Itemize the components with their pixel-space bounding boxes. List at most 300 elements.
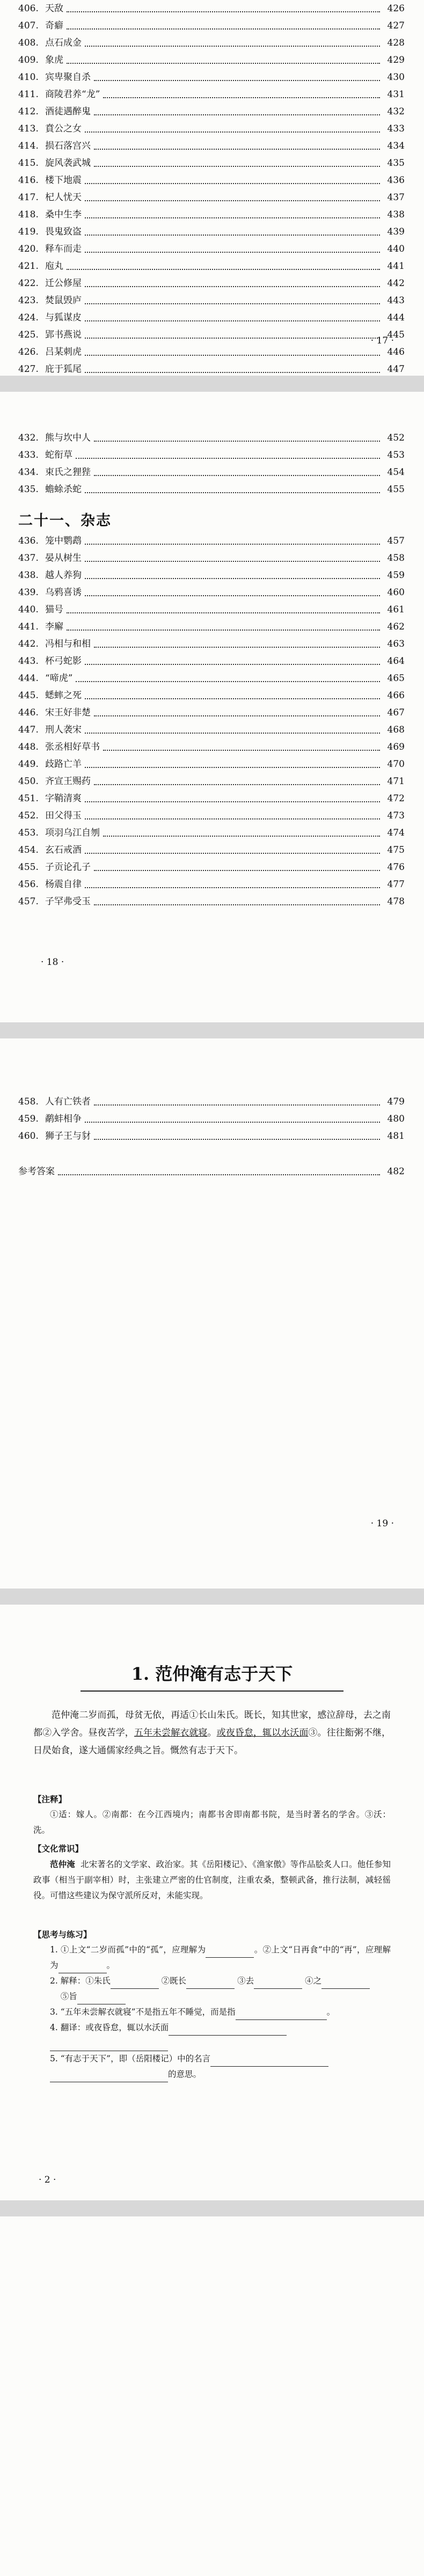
entry-title: 点石成金 [45, 38, 82, 48]
toc-entry[interactable] [18, 687, 405, 704]
entry-page: 437 [387, 192, 405, 203]
page-folio: · 19 · [370, 1518, 394, 1529]
toc-list [18, 429, 405, 498]
entry-number: 409. [18, 55, 39, 65]
entry-page: 446 [387, 347, 405, 357]
entry-title: 杯弓蛇影 [45, 656, 82, 667]
entry-number: 422. [18, 278, 39, 289]
dot-leader [85, 45, 380, 47]
toc-entry[interactable] [18, 120, 405, 137]
entry-title: 李廨 [45, 621, 63, 632]
entry-title: 齐宣王赐药 [45, 776, 91, 787]
entry-title: 越人养狗 [45, 570, 82, 581]
entry-number: 424. [18, 312, 39, 323]
entry-page: 470 [387, 759, 405, 770]
culture-block [33, 1841, 391, 1904]
toc-entry[interactable] [18, 240, 405, 258]
entry-number: 416. [18, 175, 39, 186]
entry-title: 歧路亡羊 [45, 759, 82, 770]
entry-page: 434 [387, 141, 405, 151]
toc-entry[interactable] [18, 1128, 405, 1145]
toc-entry[interactable] [18, 704, 405, 721]
question-text: 1. ①上文“二岁而孤”中的“孤”，应理解为 [50, 1945, 206, 1955]
dot-leader [67, 629, 380, 631]
entry-title: 损石落宫兴 [45, 141, 91, 151]
question-3: 3. “五年未尝解衣就寝”不是指五年不睡觉，而是指 。 [33, 2004, 391, 2020]
entry-page: 472 [387, 793, 405, 804]
entry-number: 441. [18, 621, 39, 632]
dot-leader [85, 732, 380, 734]
entry-number: 436. [18, 536, 39, 546]
entry-title: 字鞘清爽 [45, 793, 82, 804]
entry-page: 461 [387, 604, 405, 615]
entry-page: 481 [387, 1131, 405, 1141]
entry-title: 项羽乌江自刎 [45, 828, 100, 838]
dot-leader [94, 646, 380, 648]
entry-number: 459. [18, 1114, 39, 1124]
entry-number: 415. [18, 158, 39, 169]
entry-page: 466 [387, 690, 405, 701]
entry-number: 438. [18, 570, 39, 581]
dot-leader [103, 835, 380, 837]
entry-page: 440 [387, 244, 405, 254]
toc-entry[interactable] [18, 103, 405, 120]
toc-entry[interactable] [18, 361, 405, 376]
entry-title: 旋风袭武城 [45, 158, 91, 169]
toc-entry[interactable] [18, 343, 405, 361]
culture-heading: 【文化常识】 [33, 1843, 84, 1854]
entry-page: 457 [387, 536, 405, 546]
story-text: ③。往往餰粥不继，日昃始食，遂大通儒家经典之旨。慨然有志于天下。 [33, 1728, 391, 1756]
entry-title: 宋王好非楚 [45, 707, 91, 718]
entry-number: 417. [18, 192, 39, 203]
entry-number: 439. [18, 587, 39, 598]
entry-page: 436 [387, 175, 405, 186]
entry-number: 423. [18, 295, 39, 306]
dot-leader [85, 595, 380, 596]
entry-title: 熊与坎中人 [45, 433, 91, 443]
entry-page: 428 [387, 38, 405, 48]
notes-heading: 【注释】 [33, 1794, 67, 1804]
entry-number: 433. [18, 450, 39, 460]
toc-page-18 [0, 392, 424, 1022]
page-gap [0, 1022, 424, 1038]
entry-title: 蟾蜍杀蛇 [45, 484, 82, 495]
answer-blank[interactable] [236, 2010, 327, 2020]
toc-list [18, 532, 405, 910]
entry-page: 444 [387, 312, 405, 323]
dot-leader [94, 79, 380, 81]
entry-title: 奇癖 [45, 20, 63, 31]
entry-page: 465 [387, 673, 405, 684]
dot-leader [85, 801, 380, 802]
question-text: 3. “五年未尝解衣就寝”不是指五年不睡觉，而是指 [50, 2007, 236, 2017]
entry-number: 449. [18, 759, 39, 770]
entry-page: 432 [387, 106, 405, 117]
story-text: 。 [207, 1728, 217, 1738]
entry-page: 476 [387, 862, 405, 873]
entry-page: 462 [387, 621, 405, 632]
toc-entry[interactable] [18, 893, 405, 910]
entry-title: 杨震自律 [45, 879, 82, 890]
entry-page: 482 [387, 1166, 405, 1177]
story-text: 范仲淹二岁而孤，母贫无依，再适①长山朱氏。既长，知其世家，感泣辞母，去之南都②入学舍。昼夜苦学， [33, 1710, 391, 1738]
toc-page-19 [0, 1038, 424, 1589]
toc-entry[interactable] [18, 738, 405, 756]
toc-entry[interactable] [18, 859, 405, 876]
dot-leader [94, 474, 380, 476]
toc-entry[interactable] [18, 309, 405, 326]
entry-title: 賁公之女 [45, 123, 82, 134]
toc-entry[interactable] [18, 52, 405, 69]
entry-title: 酒徒遇醉鬼 [45, 106, 91, 117]
entry-title: 鹬蚌相争 [45, 1114, 82, 1124]
entry-page: 445 [387, 330, 405, 340]
entry-title: 庇于狐尾 [45, 364, 82, 375]
entry-number: 413. [18, 123, 39, 134]
entry-number: 453. [18, 828, 39, 838]
entry-title: 子罕弗受玉 [45, 896, 91, 907]
dot-leader [85, 303, 380, 304]
entry-title: 张丞相好草书 [45, 742, 100, 752]
question-text: 5. “有志于天下”，即（岳阳楼记）中的名言 [50, 2054, 211, 2063]
toc-entry[interactable] [18, 137, 405, 155]
entry-number: 406. [18, 3, 39, 14]
entry-number: 445. [18, 690, 39, 701]
entry-page: 426 [387, 3, 405, 14]
entry-title: 猫号 [45, 604, 63, 615]
dot-leader [85, 131, 380, 133]
toc-entry[interactable] [18, 17, 405, 34]
toc-entry[interactable] [18, 876, 405, 893]
question-2 [33, 1973, 391, 2004]
entry-number: 443. [18, 656, 39, 667]
toc-entry[interactable] [18, 670, 405, 687]
dot-leader [85, 200, 380, 201]
dot-leader [85, 577, 380, 579]
dot-leader [85, 663, 380, 665]
entry-page: 454 [387, 467, 405, 478]
toc-entry[interactable] [18, 206, 405, 223]
toc-entry[interactable] [18, 618, 405, 635]
entry-number: 407. [18, 20, 39, 31]
entry-number: 419. [18, 226, 39, 237]
toc-entry[interactable] [18, 464, 405, 481]
entry-title: 蟋蟀之死 [45, 690, 82, 701]
toc-entry[interactable] [18, 841, 405, 859]
entry-title: 狮子王与豺 [45, 1131, 91, 1141]
entry-page: 459 [387, 570, 405, 581]
answers-entry [18, 1163, 405, 1180]
toc-entry[interactable] [18, 275, 405, 292]
dot-leader [85, 286, 380, 287]
entry-number: 455. [18, 862, 39, 873]
answer-blank[interactable] [50, 2041, 168, 2051]
answer-blank[interactable] [186, 1979, 235, 1989]
entry-title: 桑中生李 [45, 209, 82, 220]
dot-leader [76, 680, 380, 682]
answer-blank[interactable] [254, 1979, 302, 1989]
entry-title: 焚鼠毁庐 [45, 295, 82, 306]
entry-title: 子贡论孔子 [45, 862, 91, 873]
underlined-phrase: 五年未尝解衣就寝 [134, 1728, 208, 1738]
entry-number: 427. [18, 364, 39, 375]
entry-page: 443 [387, 295, 405, 306]
entry-number: 410. [18, 72, 39, 83]
entry-page: 464 [387, 656, 405, 667]
entry-title: 宾卑聚自杀 [45, 72, 91, 83]
dot-leader [94, 114, 380, 115]
answer-blank[interactable] [111, 1979, 159, 1989]
dot-leader [85, 182, 380, 184]
dot-leader [94, 440, 380, 442]
toc-entry[interactable] [18, 567, 405, 584]
toc-list [18, 0, 405, 376]
dot-leader [67, 11, 380, 12]
entry-number: 420. [18, 244, 39, 254]
page-gap [0, 2200, 424, 2216]
toc-entry[interactable] [18, 0, 405, 17]
entry-title: 庖丸 [45, 261, 63, 272]
entry-number: 425. [18, 330, 39, 340]
entry-title: 吕某刺虎 [45, 347, 82, 357]
entry-title: 冯相与和相 [45, 639, 91, 649]
toc-list [18, 1093, 405, 1145]
entry-number: 448. [18, 742, 39, 752]
entry-number: 437. [18, 553, 39, 564]
entry-number: 412. [18, 106, 39, 117]
entry-page: 430 [387, 72, 405, 83]
entry-title: 商陵君养“龙” [45, 89, 100, 100]
entry-title: 畏鬼致盗 [45, 226, 82, 237]
dot-leader [85, 320, 380, 321]
dot-leader [94, 1104, 380, 1106]
entry-title: 郢书燕说 [45, 330, 82, 340]
entry-title: 杞人忧天 [45, 192, 82, 203]
culture-text: 北宋著名的文学家、政治家。其《岳阳楼记》、《渔家傲》等作品脍炙人口。他任参知政事（相当于副宰相）时，主张建立严密的仕官制度，注重农桑，整顿武备，推行法制，减轻徭役。可惜这些建议为保守派所反对，未能实现。 [33, 1860, 391, 1900]
toc-entry[interactable] [18, 258, 405, 275]
culture-paragraph [33, 1856, 391, 1904]
answer-blank[interactable] [59, 1963, 107, 1973]
exercise-heading: 【思考与练习】 [33, 1929, 92, 1940]
entry-title: 田父得玉 [45, 810, 82, 821]
dot-leader [85, 560, 380, 562]
answer-blank[interactable] [77, 1994, 126, 2004]
entry-page: 442 [387, 278, 405, 289]
page-folio: · 18 · [41, 957, 64, 968]
dot-leader [85, 337, 380, 339]
entry-page: 453 [387, 450, 405, 460]
story-paragraph [33, 1707, 391, 1760]
toc-entry[interactable] [18, 429, 405, 447]
entry-title: 象虎 [45, 55, 63, 65]
entry-number: 447. [18, 724, 39, 735]
entry-page: 460 [387, 587, 405, 598]
dot-leader [103, 749, 380, 751]
toc-entry[interactable] [18, 756, 405, 773]
entry-number: 411. [18, 89, 39, 100]
dot-leader [85, 887, 380, 888]
dot-leader [85, 543, 380, 545]
dot-leader [67, 268, 380, 270]
entry-title: 迁公修屋 [45, 278, 82, 289]
dot-leader [76, 457, 380, 459]
toc-entry[interactable] [18, 824, 405, 841]
toc-entry[interactable] [18, 172, 405, 189]
entry-number: 408. [18, 38, 39, 48]
entry-number: 457. [18, 896, 39, 907]
entry-number: 444. [18, 673, 39, 684]
page-gap [0, 376, 424, 392]
toc-entry[interactable] [18, 635, 405, 653]
dot-leader [85, 354, 380, 356]
dot-leader [85, 371, 380, 373]
dot-leader [85, 234, 380, 236]
entry-number: 452. [18, 810, 39, 821]
entry-title: 释车而走 [45, 244, 82, 254]
toc-entry[interactable] [18, 807, 405, 824]
entry-page: 429 [387, 55, 405, 65]
dot-leader [85, 251, 380, 253]
entry-page: 452 [387, 433, 405, 443]
entry-page: 433 [387, 123, 405, 134]
entry-page: 431 [387, 89, 405, 100]
toc-entry[interactable] [18, 326, 405, 343]
question-text: 。②上文“日再食”中的“再”，应理解为 [50, 1945, 391, 1970]
entry-page: 469 [387, 742, 405, 752]
page-folio: · 2 · [39, 2175, 56, 2185]
question-text: ⑤旨 [60, 1992, 77, 2001]
entry-number: 435. [18, 484, 39, 495]
notes-text: ①适：嫁人。②南都：在今江西境内；南都书舍即南都书院，是当时著名的学舍。③沃：洗。 [33, 1810, 391, 1835]
entry-title: 人有亡铁者 [45, 1096, 91, 1107]
toc-entry[interactable] [18, 653, 405, 670]
entry-number: 432. [18, 433, 39, 443]
question-text: ④之 [305, 1976, 322, 1986]
entry-number: 418. [18, 209, 39, 220]
notes-block [33, 1791, 391, 1838]
title-rule [81, 1690, 343, 1692]
toc-entry[interactable] [18, 292, 405, 309]
chapter-page-2 [0, 1605, 424, 2200]
toc-entry[interactable] [18, 1093, 405, 1110]
answer-blank[interactable] [50, 2072, 168, 2082]
dot-leader [94, 784, 380, 785]
toc-entry[interactable] [18, 223, 405, 240]
entry-page: 458 [387, 553, 405, 564]
dot-leader [94, 148, 380, 150]
entry-page: 473 [387, 810, 405, 821]
entry-number: 446. [18, 707, 39, 718]
toc-entry[interactable] [18, 189, 405, 206]
dot-leader [85, 852, 380, 854]
entry-page: 474 [387, 828, 405, 838]
entry-title: 乌鸦喜诱 [45, 587, 82, 598]
entry-number: 451. [18, 793, 39, 804]
entry-title: 楼下地震 [45, 175, 82, 186]
entry-title: 参考答案 [18, 1166, 55, 1177]
dot-leader [94, 904, 380, 905]
entry-title: 刑人袭宋 [45, 724, 82, 735]
entry-page: 475 [387, 845, 405, 855]
dot-leader [94, 165, 380, 167]
entry-page: 467 [387, 707, 405, 718]
page-gap [0, 1589, 424, 1605]
toc-entry[interactable] [18, 532, 405, 550]
entry-page: 480 [387, 1114, 405, 1124]
toc-entry[interactable] [18, 773, 405, 790]
entry-page: 441 [387, 261, 405, 272]
dot-leader [85, 1121, 380, 1123]
toc-entry[interactable] [18, 1110, 405, 1128]
toc-entry[interactable] [18, 584, 405, 601]
toc-entry[interactable] [18, 155, 405, 172]
entry-number: 458. [18, 1096, 39, 1107]
toc-entry[interactable] [18, 550, 405, 567]
toc-page-17 [0, 0, 424, 376]
dot-leader [85, 766, 380, 768]
question-text: 的意思。 [168, 2069, 202, 2079]
dot-leader [67, 62, 380, 64]
entry-number: 421. [18, 261, 39, 272]
entry-number: 440. [18, 604, 39, 615]
toc-entry[interactable] [18, 790, 405, 807]
entry-number: 454. [18, 845, 39, 855]
entry-title: 玄石戒酒 [45, 845, 82, 855]
entry-page: 435 [387, 158, 405, 169]
entry-number: 450. [18, 776, 39, 787]
dot-leader [103, 97, 380, 98]
toc-entry[interactable] [18, 86, 405, 103]
question-text: 4. 翻译：或夜昏怠，辄以水沃面 [50, 2023, 169, 2032]
entry-page: 479 [387, 1096, 405, 1107]
dot-leader [58, 1174, 380, 1175]
entry-page: 447 [387, 364, 405, 375]
entry-page: 463 [387, 639, 405, 649]
entry-title: 蛇衔草 [45, 450, 72, 460]
entry-number: 456. [18, 879, 39, 890]
question-1: 1. ①上文“二岁而孤”中的“孤”，应理解为 。②上文“日再食”中的“再”，应理解为 。 [33, 1942, 391, 1973]
toc-entry[interactable] [18, 721, 405, 738]
dot-leader [94, 715, 380, 716]
dot-leader [85, 698, 380, 699]
question-text: 2. 解释：①朱氏 [50, 1976, 111, 1986]
question-text: ②既长 [161, 1976, 187, 1986]
entry-title: 束氏之狸狴 [45, 467, 91, 478]
toc-entry[interactable] [18, 34, 405, 52]
answer-blank[interactable] [321, 1979, 370, 1989]
entry-title: 笼中鹦鹉 [45, 536, 82, 546]
toc-entry[interactable] [18, 481, 405, 498]
dot-leader [85, 217, 380, 218]
answer-blank[interactable] [169, 2025, 287, 2036]
entry-number: 426. [18, 347, 39, 357]
entry-number: 414. [18, 141, 39, 151]
toc-entry[interactable] [18, 601, 405, 618]
culture-name: 范仲淹 [50, 1859, 75, 1869]
entry-page: 471 [387, 776, 405, 787]
dot-leader [94, 869, 380, 871]
entry-page: 427 [387, 20, 405, 31]
answer-blank[interactable] [210, 2057, 328, 2067]
toc-entry[interactable] [18, 447, 405, 464]
chapter-title: 1. 范仲淹有志于天下 [131, 1664, 293, 1684]
underlined-phrase: 或夜昏怠，辄以水沃面 [216, 1728, 309, 1738]
toc-entry[interactable] [18, 69, 405, 86]
answer-blank[interactable] [206, 1948, 254, 1958]
section-heading: 二十一、杂志 [18, 513, 112, 529]
entry-page: 477 [387, 879, 405, 890]
